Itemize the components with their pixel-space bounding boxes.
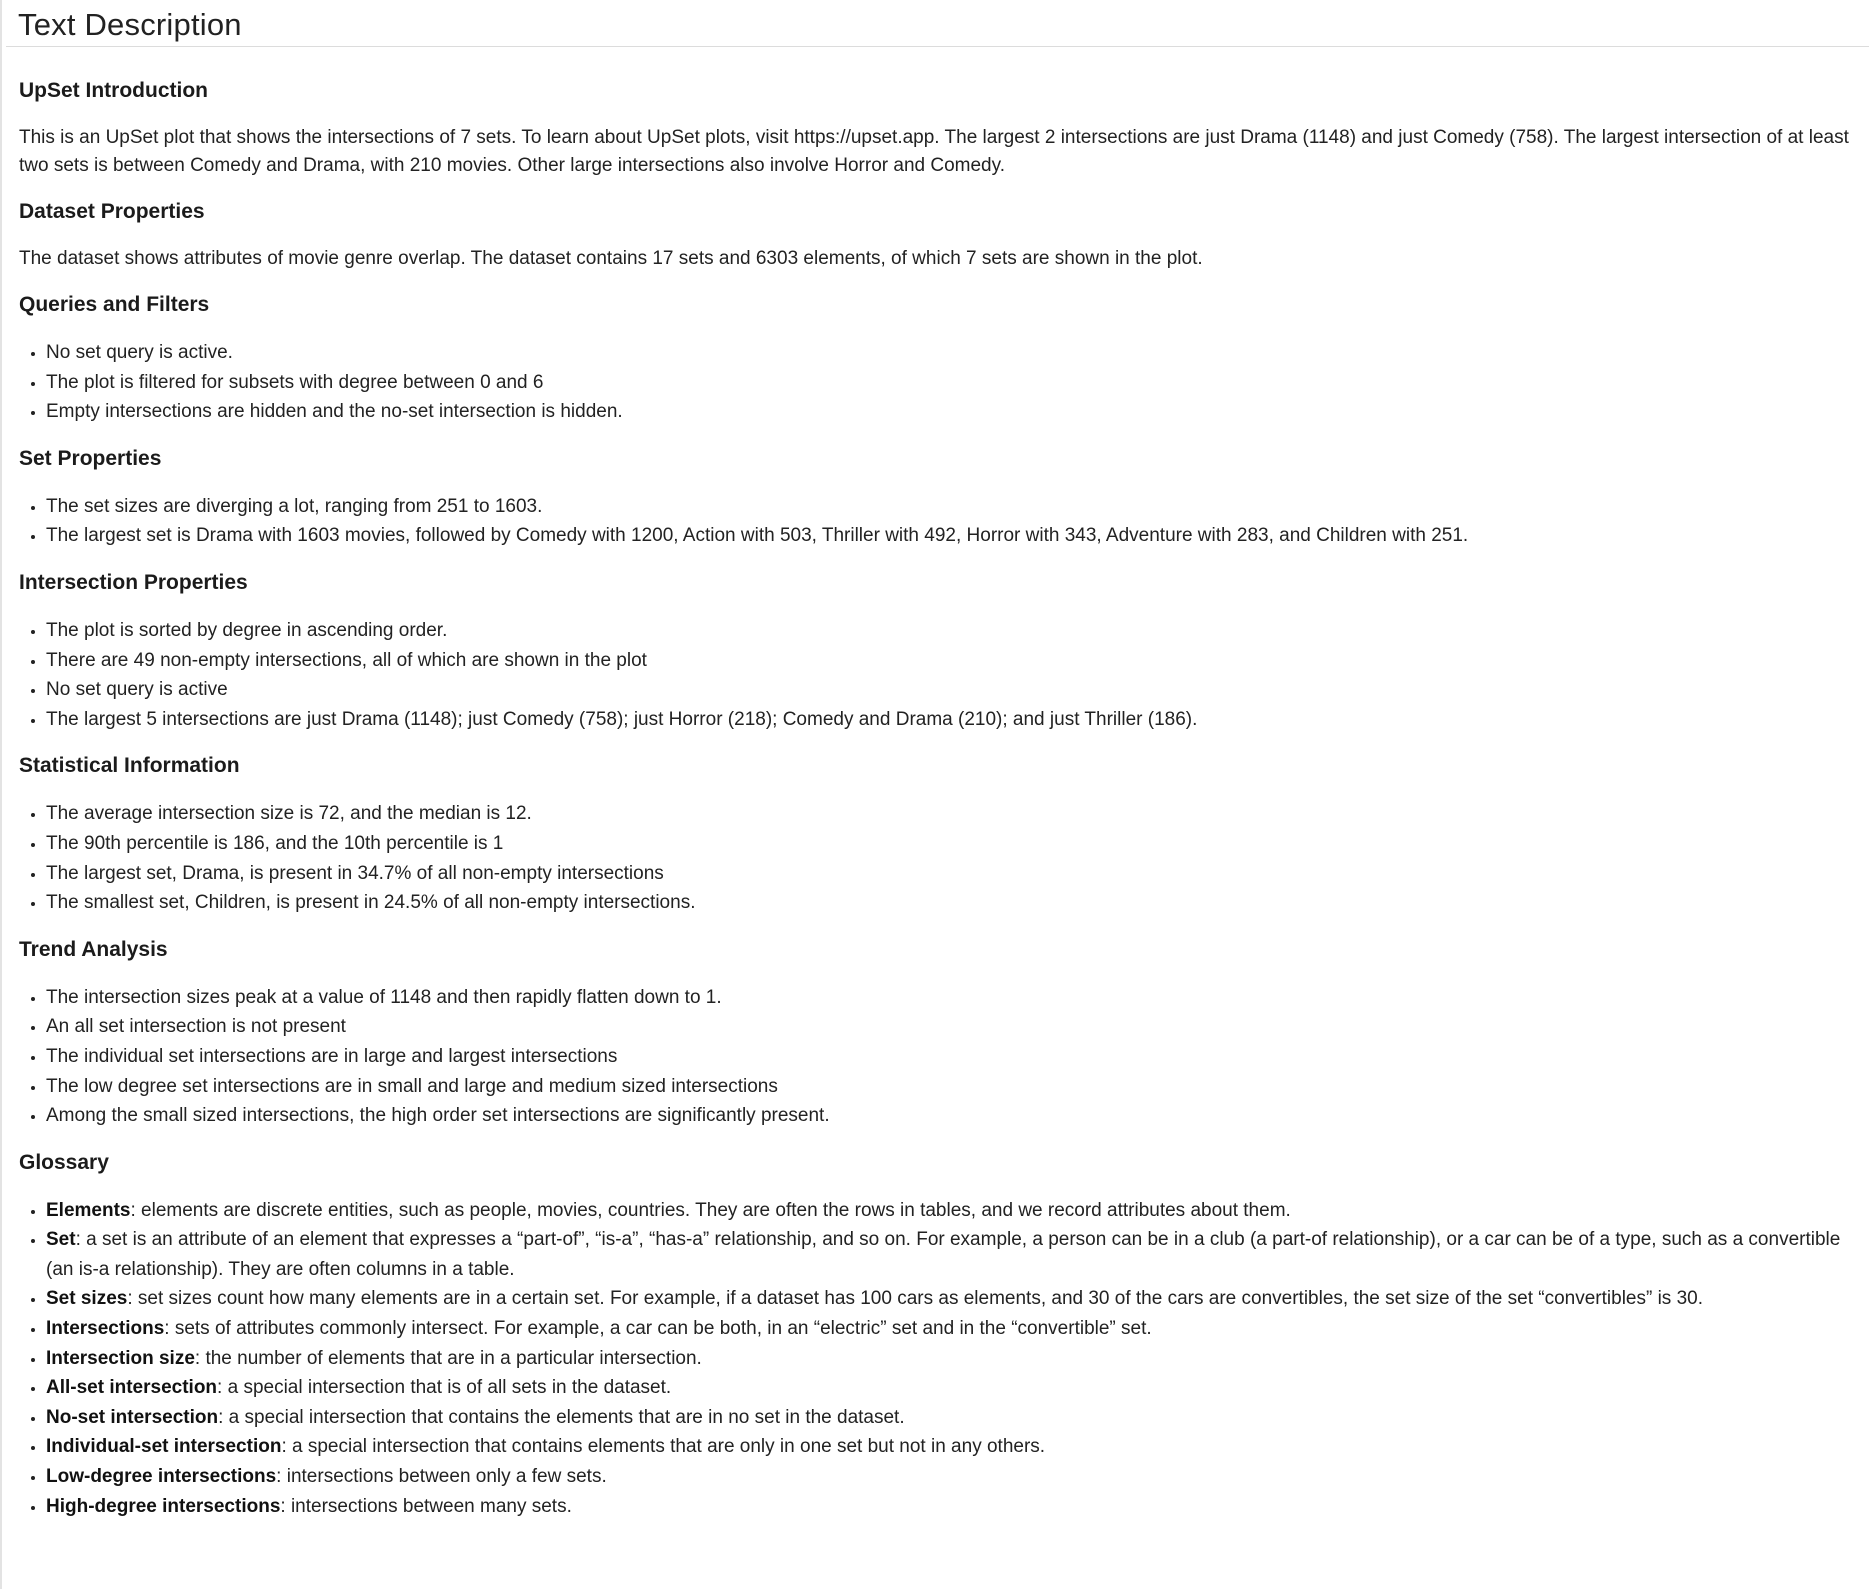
glossary-item xyxy=(46,1432,1849,1462)
glossary-definition: : intersections between many sets. xyxy=(280,1495,572,1517)
glossary-item xyxy=(46,1314,1849,1344)
glossary-item xyxy=(46,1284,1849,1314)
panel-left-border xyxy=(0,0,2,1589)
section-paragraph: The dataset shows attributes of movie genre overlap. The dataset contains 17 sets and 6303 elements, of which 7 sets are shown in the plot. xyxy=(19,248,1203,269)
section-upset-introduction xyxy=(19,78,1849,180)
list-item: • The largest set is Drama with 1603 movies, followed by Comedy with 1200, Action with 503, Thriller with 492, Horror with 343, Adventure with 283, and Children with 251. xyxy=(46,521,1849,551)
page-header xyxy=(6,0,1869,47)
list-item: • The plot is sorted by degree in ascending order. xyxy=(46,616,1849,646)
glossary-definition: : set sizes count how many elements are in a certain set. For example, if a dataset has 100 cars as elements, and 30 of the cars are convertibles, the set size of the set “convertibles” is 30. xyxy=(127,1288,1704,1310)
glossary-item xyxy=(46,1403,1849,1433)
glossary-term: Set sizes xyxy=(46,1288,128,1310)
section-title: Intersection Properties xyxy=(19,570,248,594)
glossary-term: Intersections xyxy=(46,1318,165,1340)
bullet-list xyxy=(19,338,1849,427)
glossary-item xyxy=(46,1492,1849,1522)
section-title: Dataset Properties xyxy=(19,200,205,223)
list-item: • The 90th percentile is 186, and the 10th percentile is 1 xyxy=(46,829,1849,859)
list-item: • No set query is active xyxy=(46,675,1849,705)
glossary-term: Intersection size xyxy=(46,1347,195,1369)
glossary-definition: : a special intersection that contains the elements that are in no set in the dataset. xyxy=(218,1406,905,1428)
section-glossary xyxy=(19,1150,1849,1522)
glossary-term: High-degree intersections xyxy=(46,1495,281,1517)
glossary-definition: : intersections between only a few sets. xyxy=(276,1466,607,1488)
bullet-list xyxy=(19,983,1849,1131)
list-item: • Empty intersections are hidden and the no-set intersection is hidden. xyxy=(46,397,1849,427)
list-item: • The largest set, Drama, is present in 34.7% of all non-empty intersections xyxy=(46,859,1849,889)
glossary-item xyxy=(46,1344,1849,1374)
section-paragraph: This is an UpSet plot that shows the intersections of 7 sets. To learn about UpSet plots, visit https://upset.app. The largest 2 intersections are just Drama (1148) and just Comedy (758). The largest intersection of at least two sets is between Comedy and Drama, with 210 movies. Other large intersections also involve Horror and Comedy. xyxy=(19,127,1849,176)
glossary-definition: : sets of attributes commonly intersect. For example, a car can be both, in an “electric” set and in the “convertible” set. xyxy=(164,1318,1152,1340)
glossary-term: Low-degree intersections xyxy=(46,1466,277,1488)
section-intersection-properties xyxy=(19,570,1849,734)
glossary-term: No-set intersection xyxy=(46,1406,219,1428)
list-item: • There are 49 non-empty intersections, all of which are shown in the plot xyxy=(46,646,1849,676)
list-item: • The plot is filtered for subsets with degree between 0 and 6 xyxy=(46,368,1849,398)
list-item: • The largest 5 intersections are just Drama (1148); just Comedy (758); just Horror (218); Comedy and Drama (210); and just Thriller (186). xyxy=(46,705,1849,735)
glossary-definition: : a set is an attribute of an element that expresses a “part-of”, “is-a”, “has-a” relationship, and so on. For example, a person can be in a club (a part-of relationship), or a car can be of a type, such as a convertible (an is-a relationship). They are often columns in a table. xyxy=(46,1229,1841,1280)
glossary-term: All-set intersection xyxy=(46,1377,218,1399)
section-trend-analysis xyxy=(19,937,1849,1131)
list-item: • No set query is active. xyxy=(46,338,1849,368)
glossary-term: Elements xyxy=(46,1199,131,1221)
list-item: • The average intersection size is 72, and the median is 12. xyxy=(46,799,1849,829)
list-item: • An all set intersection is not present xyxy=(46,1012,1849,1042)
bullet-list xyxy=(19,799,1849,917)
list-item: • Among the small sized intersections, the high order set intersections are significantly present. xyxy=(46,1101,1849,1131)
glossary-definition: : a special intersection that contains elements that are only in one set but not in any others. xyxy=(281,1436,1046,1458)
section-statistical-information xyxy=(19,753,1849,917)
section-title: Glossary xyxy=(19,1150,109,1174)
section-title: Statistical Information xyxy=(19,754,240,778)
glossary-item xyxy=(46,1373,1849,1403)
glossary-item xyxy=(46,1462,1849,1492)
list-item: • The set sizes are diverging a lot, ranging from 251 to 1603. xyxy=(46,492,1849,522)
section-title: Trend Analysis xyxy=(19,937,168,961)
section-set-properties xyxy=(19,446,1849,551)
glossary-list xyxy=(19,1196,1849,1522)
list-item: • The individual set intersections are in large and largest intersections xyxy=(46,1042,1849,1072)
glossary-term: Individual-set intersection xyxy=(46,1436,282,1458)
section-title: Queries and Filters xyxy=(19,293,210,316)
glossary-definition: : a special intersection that is of all sets in the dataset. xyxy=(217,1377,672,1399)
glossary-term: Set xyxy=(46,1229,76,1251)
list-item: • The low degree set intersections are in small and large and medium sized intersections xyxy=(46,1072,1849,1102)
glossary-item xyxy=(46,1196,1849,1226)
bullet-list xyxy=(19,492,1849,551)
glossary-definition: : elements are discrete entities, such as people, movies, countries. They are often the rows in tables, and we record attributes about them. xyxy=(130,1199,1291,1221)
glossary-definition: : the number of elements that are in a particular intersection. xyxy=(194,1347,702,1369)
bullet-list xyxy=(19,616,1849,734)
section-dataset-properties xyxy=(19,199,1849,273)
glossary-item xyxy=(46,1225,1849,1284)
list-item: • The intersection sizes peak at a value of 1148 and then rapidly flatten down to 1. xyxy=(46,983,1849,1013)
section-queries-and-filters xyxy=(19,292,1849,427)
section-title: UpSet Introduction xyxy=(19,79,208,102)
section-title: Set Properties xyxy=(19,446,162,470)
page-title: Text Description xyxy=(18,7,242,42)
text-description-content xyxy=(19,70,1849,1540)
list-item: • The smallest set, Children, is present in 24.5% of all non-empty intersections. xyxy=(46,888,1849,918)
